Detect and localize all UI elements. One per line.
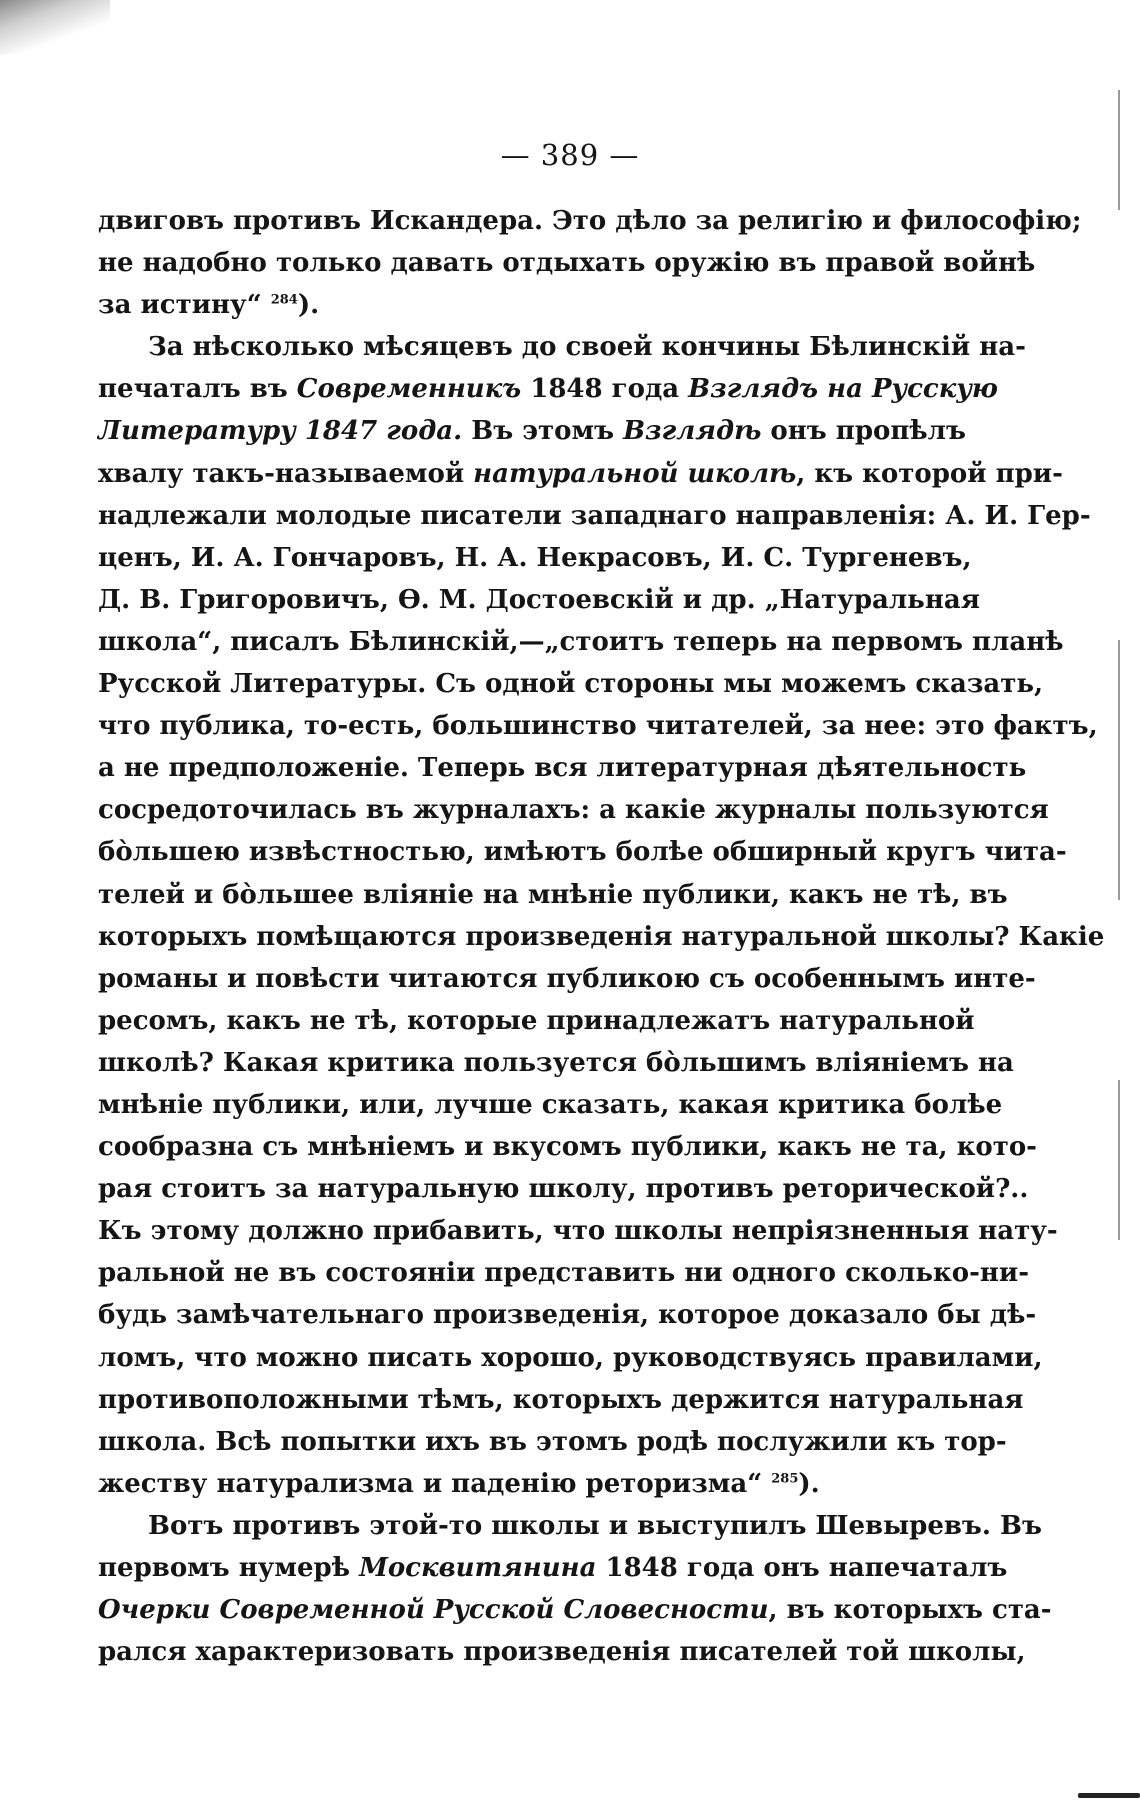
text-segment: 1848 года онъ напечаталъ [596,1553,1008,1583]
text-line [98,663,1044,705]
text-line [98,1337,1043,1379]
text-line [98,453,1063,495]
text-segment: жеству натурализма и паденію реторизма [98,1468,748,1499]
text-segment: “ [246,290,271,321]
text-segment: Взглядъ на Русскую [688,374,998,405]
text-segment: Вотъ противъ этой-то школы и выступилъ Шевыревъ. Въ [148,1510,1042,1541]
text-line [98,200,1082,242]
text-segment: Въ этомъ [462,416,624,447]
page-number: — 389 — [500,138,640,172]
text-segment: Д. В. Григоровичъ, Ѳ. М. Достоевскій и др. „Натуральная [98,584,980,615]
text-segment: , въ которыхъ ста- [768,1595,1052,1626]
text-segment: сосредоточилась въ журналахъ: а какіе журналы пользуются [98,795,1049,826]
scan-shadow [0,0,110,55]
text-segment: Къ этому должно прибавить, что школы непріязненныя нату- [98,1216,1058,1247]
body-text [98,200,1105,1673]
text-line [98,747,1027,789]
text-line [98,958,1036,1000]
scan-edge-line [1118,640,1120,900]
text-line [98,705,1098,747]
text-line [98,1126,1037,1168]
text-segment: надлежали молодые писатели западнаго направленія: А. И. Гер- [98,500,1091,531]
text-line [98,1547,1008,1589]
scan-mark [1078,1793,1140,1798]
footnote-ref: 284 [270,292,298,308]
text-line [98,368,998,410]
text-segment: ральной не въ состояніи представить ни одного сколько-ни- [98,1258,1030,1289]
text-line [98,1463,940,1505]
text-segment: хвалу такъ-называемой [98,458,474,489]
text-segment: которыхъ помѣщаются произведенія натуральной школы? Какіе [98,921,1105,952]
text-line [98,1252,1030,1294]
text-segment: школа. Всѣ попытки ихъ въ этомъ родѣ послужили къ тор- [98,1426,1007,1457]
text-line [98,284,940,326]
text-segment: бо̀льшею извѣстностью, имѣютъ болѣе обширный кругъ чита- [98,837,1067,868]
text-segment: будь замѣчательнаго произведенія, которое доказало бы дѣ- [98,1300,1037,1331]
text-segment: а не предположеніе. Теперь вся литературная дѣятельность [98,753,1027,784]
text-segment: рая стоитъ за натуральную школу, противъ реторической?.. [98,1174,1029,1205]
text-segment: 1848 года [521,374,689,405]
text-segment: романы и повѣсти читаются публикою съ особеннымъ инте- [98,963,1036,994]
text-segment: школа“, писалъ Бѣлинскій,—„стоитъ теперь на первомъ планѣ [98,626,1064,657]
text-line [98,1210,1058,1252]
text-segment: сообразна съ мнѣніемъ и вкусомъ публики, какъ не та, кото- [98,1132,1037,1163]
text-line [98,1631,1026,1673]
text-line [98,326,1026,368]
text-line [98,1294,1037,1336]
text-segment: что публика, то-есть, большинство читателей, за нее: это фактъ, [98,711,1098,742]
text-segment: Взглядѣ [623,416,762,447]
text-line [98,1168,1029,1210]
text-line [98,916,1105,958]
text-segment: Русской Литературы. Съ одной стороны мы можемъ сказать, [98,669,1044,700]
text-segment: ). [798,1468,820,1499]
text-segment: ресомъ, какъ не тѣ, которые принадлежатъ натуральной [98,1005,975,1036]
text-segment: противоположными тѣмъ, которыхъ держится натуральная [98,1384,1024,1415]
text-line [98,1084,1003,1126]
text-line [98,537,972,579]
text-segment: Очерки Современной Русской Словесности [98,1595,769,1626]
text-line [98,1589,1052,1631]
text-segment: , къ которой при- [796,458,1063,489]
text-line [98,831,1067,873]
text-segment: телей и бо̀льшее вліяніе на мнѣніе публики, какъ не тѣ, въ [98,879,1008,910]
text-line [98,1505,1042,1547]
text-line [98,1379,1024,1421]
text-segment: первомъ нумерѣ [98,1553,360,1583]
text-segment: натуральной школѣ [473,458,797,489]
text-line [98,874,1008,916]
text-segment: двиговъ противъ Искандера. Это дѣло за религію и философію; [98,206,1082,236]
text-segment: школѣ? Какая критика пользуется бо̀льшимъ вліяніемъ на [98,1047,1014,1078]
text-line [98,410,966,452]
text-line [98,242,1036,284]
text-line [98,789,1049,831]
text-segment: печаталъ въ [98,374,297,405]
text-segment: за истину [98,290,247,321]
text-segment: онъ пропѣлъ [761,416,966,447]
text-line [98,1000,975,1042]
text-segment: ценъ, И. А. Гончаровъ, Н. А. Некрасовъ, И. С. Тургеневъ, [98,542,972,573]
text-segment: рался характеризовать произведенія писателей той школы, [98,1637,1026,1668]
text-segment: ). [297,290,320,321]
text-segment: не надобно только давать отдыхать оружію въ правой войнѣ [98,248,1036,279]
text-line [98,621,1064,663]
footnote-ref: 285 [771,1471,799,1487]
text-segment: Москвитянина [359,1553,597,1583]
text-segment: “ [747,1468,772,1499]
text-line [98,1421,1007,1463]
text-line [98,495,1091,537]
text-segment: За нѣсколько мѣсяцевъ до своей кончины Бѣлинскій на- [148,332,1026,363]
scan-edge-line [1118,1080,1120,1240]
text-segment: мнѣніе публики, или, лучше сказать, какая критика болѣе [98,1089,1003,1120]
text-line [98,1042,1014,1084]
text-segment: ломъ, что можно писать хорошо, руководствуясь правилами, [98,1342,1043,1373]
text-line [98,579,980,621]
text-segment: Современникъ [296,374,522,405]
text-segment: Литературу 1847 года. [98,416,463,447]
